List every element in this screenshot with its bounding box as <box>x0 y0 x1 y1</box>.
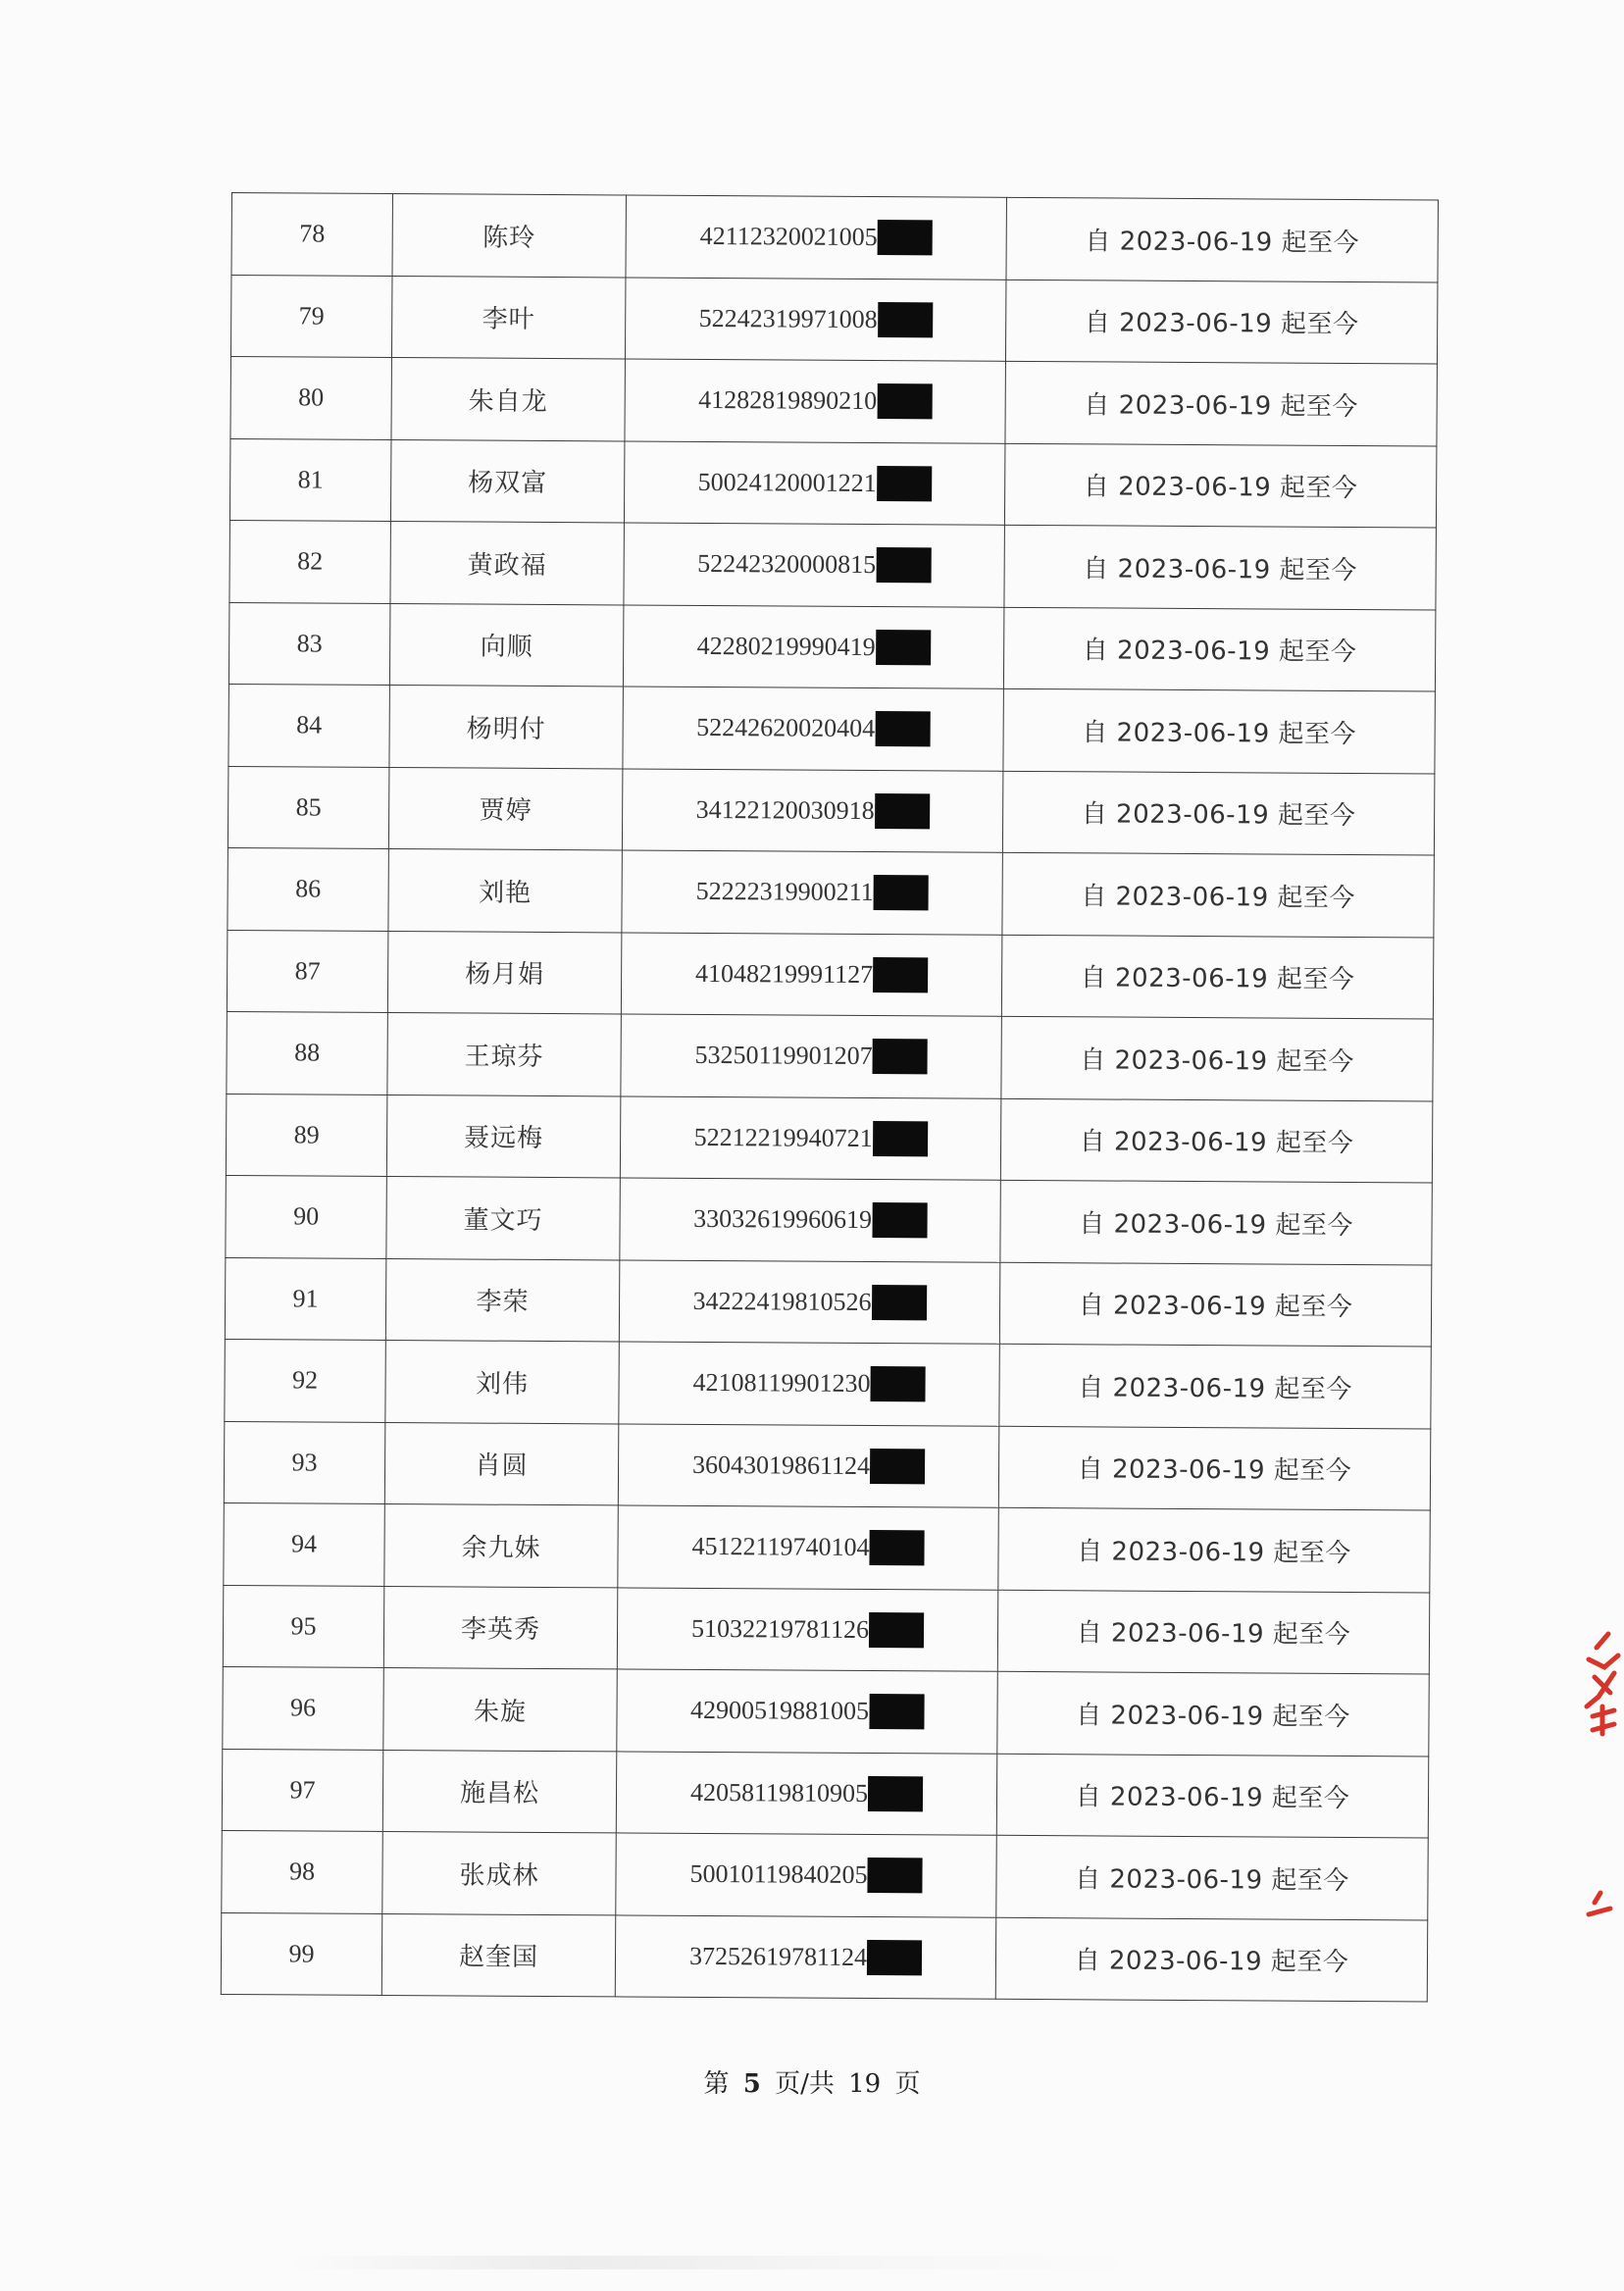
table-row <box>222 1749 1428 1838</box>
id-number: 50024120001221 <box>697 467 877 497</box>
table-row <box>230 356 1437 445</box>
table-row <box>230 275 1437 364</box>
redaction-block <box>873 957 928 993</box>
redaction-block <box>878 302 933 337</box>
id-number-cell <box>619 1342 1000 1426</box>
period-text: 自 2023-06-19 起至今 <box>1002 771 1435 855</box>
period-text: 自 2023-06-19 起至今 <box>1002 852 1435 937</box>
id-number-cell <box>623 604 1004 688</box>
id-number-cell <box>624 523 1005 607</box>
id-number-cell <box>625 277 1006 361</box>
redaction-block <box>877 466 932 501</box>
row-number: 93 <box>224 1421 385 1504</box>
period-text: 自 2023-06-19 起至今 <box>1003 607 1436 691</box>
id-number: 52212219940721 <box>693 1122 873 1152</box>
row-number: 90 <box>226 1175 387 1258</box>
id-number: 42058119810905 <box>689 1777 869 1807</box>
row-number: 92 <box>225 1339 386 1422</box>
id-number-cell <box>618 1505 999 1590</box>
id-number-cell <box>623 687 1004 771</box>
id-number: 52242319971008 <box>698 303 878 333</box>
row-number: 95 <box>223 1585 384 1668</box>
red-seal-stamp-fragment <box>1575 1608 1624 1942</box>
redaction-block <box>870 1366 925 1401</box>
person-name: 李叶 <box>391 276 626 359</box>
id-number: 42280219990419 <box>696 631 876 661</box>
redaction-block <box>872 1202 927 1238</box>
row-number: 98 <box>222 1830 383 1913</box>
scan-edge-shadow <box>284 2256 1147 2269</box>
period-text: 自 2023-06-19 起至今 <box>998 1507 1431 1592</box>
table-row <box>224 1421 1430 1510</box>
person-name: 施昌松 <box>382 1750 617 1833</box>
redaction-block <box>871 1285 926 1320</box>
id-number-cell <box>621 1014 1002 1098</box>
footer-middle: 页/共 <box>775 2069 835 2099</box>
period-text: 自 2023-06-19 起至今 <box>999 1344 1432 1428</box>
redaction-block <box>876 630 931 665</box>
row-number: 84 <box>228 684 390 767</box>
redaction-block <box>873 1121 928 1156</box>
person-name: 杨双富 <box>390 439 625 523</box>
id-number: 42108119901230 <box>692 1368 871 1399</box>
period-text: 自 2023-06-19 起至今 <box>995 1917 1428 2002</box>
page-footer <box>0 2063 1624 2100</box>
id-number-cell <box>620 1095 1001 1180</box>
table-row <box>226 1094 1432 1183</box>
person-name: 李荣 <box>385 1258 620 1342</box>
redaction-block <box>869 1612 924 1648</box>
person-name: 肖圆 <box>384 1422 619 1505</box>
row-number: 94 <box>224 1502 385 1586</box>
id-number: 52242320000815 <box>697 549 877 580</box>
redaction-block <box>878 220 933 255</box>
id-number-cell <box>620 1178 1001 1262</box>
person-name: 陈玲 <box>392 194 627 278</box>
table-row <box>231 193 1438 282</box>
person-name: 杨明付 <box>389 685 624 768</box>
id-number: 34222419810526 <box>692 1286 872 1316</box>
period-text: 自 2023-06-19 起至今 <box>999 1262 1432 1347</box>
id-number-cell <box>626 195 1007 280</box>
person-name: 董文巧 <box>386 1176 621 1259</box>
id-number-cell <box>625 359 1006 443</box>
person-name: 朱旋 <box>383 1667 618 1751</box>
redaction-block <box>876 547 931 583</box>
row-number: 86 <box>228 847 389 931</box>
id-number: 33032619960619 <box>693 1204 873 1235</box>
row-number: 97 <box>222 1749 383 1832</box>
row-number: 96 <box>223 1666 384 1750</box>
id-number: 42112320021005 <box>699 222 878 252</box>
id-number: 51032219781126 <box>690 1613 870 1644</box>
period-text: 自 2023-06-19 起至今 <box>996 1754 1429 1838</box>
row-number: 99 <box>221 1912 382 1996</box>
person-name: 聂远梅 <box>386 1095 621 1178</box>
period-text: 自 2023-06-19 起至今 <box>1000 1180 1433 1264</box>
table-row <box>224 1502 1430 1592</box>
table-row <box>227 1011 1433 1100</box>
table-row <box>221 1912 1427 2002</box>
period-text: 自 2023-06-19 起至今 <box>997 1590 1430 1674</box>
redaction-block <box>874 875 929 910</box>
id-number: 45122119740104 <box>691 1532 870 1562</box>
id-number-cell <box>622 768 1003 852</box>
period-text: 自 2023-06-19 起至今 <box>1005 361 1438 445</box>
period-text: 自 2023-06-19 起至今 <box>996 1835 1429 1919</box>
row-number: 85 <box>228 766 389 849</box>
person-name: 向顺 <box>389 603 624 687</box>
redaction-block <box>869 1530 924 1565</box>
id-number: 52222319900211 <box>695 877 874 907</box>
id-number-cell <box>616 1751 997 1835</box>
row-number: 83 <box>228 602 390 686</box>
period-text: 自 2023-06-19 起至今 <box>1003 688 1436 773</box>
row-number: 81 <box>229 438 391 522</box>
person-name: 余九妹 <box>384 1503 619 1587</box>
person-name: 赵奎国 <box>381 1913 616 1997</box>
person-name: 杨月娟 <box>387 931 622 1014</box>
table-row <box>223 1585 1429 1674</box>
redaction-block <box>875 793 930 829</box>
footer-prefix: 第 <box>703 2069 730 2099</box>
id-number-cell <box>624 440 1005 525</box>
redaction-block <box>870 1449 925 1484</box>
id-number: 42900519881005 <box>689 1696 870 1726</box>
table-row <box>228 847 1434 937</box>
id-number-cell <box>619 1259 1000 1344</box>
person-name: 刘艳 <box>388 848 623 932</box>
id-number: 50010119840205 <box>689 1859 868 1890</box>
row-number: 82 <box>229 520 391 603</box>
table-row <box>229 520 1436 609</box>
id-number-cell <box>621 932 1002 1016</box>
period-text: 自 2023-06-19 起至今 <box>1004 443 1437 528</box>
id-number-cell <box>617 1587 998 1671</box>
footer-total-pages: 19 <box>848 2069 882 2099</box>
footer-page-number: 5 <box>742 2069 761 2099</box>
period-text: 自 2023-06-19 起至今 <box>997 1671 1430 1756</box>
person-name: 王琼芬 <box>387 1012 622 1095</box>
row-number: 79 <box>230 275 392 358</box>
id-number-cell <box>615 1914 996 1999</box>
table-row <box>225 1339 1431 1428</box>
period-text: 自 2023-06-19 起至今 <box>1006 197 1439 281</box>
id-number-cell <box>617 1669 998 1754</box>
period-text: 自 2023-06-19 起至今 <box>1000 1098 1433 1183</box>
redaction-block <box>867 1940 922 1975</box>
period-text: 自 2023-06-19 起至今 <box>1001 1016 1434 1100</box>
id-number: 37252619781124 <box>688 1941 868 1971</box>
redaction-block <box>867 1858 922 1893</box>
person-name: 朱自龙 <box>391 358 626 441</box>
redaction-block <box>869 1694 924 1729</box>
period-text: 自 2023-06-19 起至今 <box>1005 280 1438 364</box>
table-row <box>228 684 1435 773</box>
period-text: 自 2023-06-19 起至今 <box>998 1426 1431 1510</box>
person-name: 贾婷 <box>388 767 623 850</box>
row-number: 91 <box>225 1257 386 1341</box>
id-number-cell <box>616 1833 997 1917</box>
redaction-block <box>873 1039 928 1074</box>
row-number: 78 <box>231 193 393 277</box>
table-row <box>226 1175 1432 1264</box>
table-row <box>227 930 1433 1019</box>
person-name: 张成林 <box>382 1831 617 1914</box>
person-name: 李英秀 <box>383 1586 618 1669</box>
id-number-cell <box>618 1423 999 1507</box>
id-number: 52242620020404 <box>696 713 876 743</box>
person-name: 刘伟 <box>385 1340 620 1423</box>
person-name: 黄政福 <box>390 521 625 604</box>
period-text: 自 2023-06-19 起至今 <box>1004 525 1437 609</box>
row-number: 80 <box>230 356 392 439</box>
row-number: 88 <box>227 1011 388 1095</box>
id-number: 53250119901207 <box>694 1041 873 1071</box>
table-row <box>222 1830 1428 1919</box>
id-number: 34122120030918 <box>695 794 875 825</box>
id-number: 41282819890210 <box>698 385 878 416</box>
redaction-block <box>868 1776 923 1811</box>
id-number: 36043019861124 <box>691 1450 871 1480</box>
footer-suffix: 页 <box>894 2069 921 2099</box>
period-text: 自 2023-06-19 起至今 <box>1001 935 1434 1019</box>
id-number-cell <box>622 850 1003 935</box>
id-number: 41048219991127 <box>695 958 874 989</box>
table-row <box>225 1257 1431 1347</box>
redaction-block <box>877 383 932 419</box>
roster-table <box>221 192 1439 2002</box>
roster-table-body <box>221 193 1438 2002</box>
row-number: 87 <box>227 930 388 1013</box>
table-row <box>228 766 1434 855</box>
row-number: 89 <box>226 1094 387 1177</box>
table-row <box>228 602 1435 691</box>
redaction-block <box>875 711 930 746</box>
table-row <box>229 438 1436 528</box>
table-row <box>223 1666 1429 1756</box>
